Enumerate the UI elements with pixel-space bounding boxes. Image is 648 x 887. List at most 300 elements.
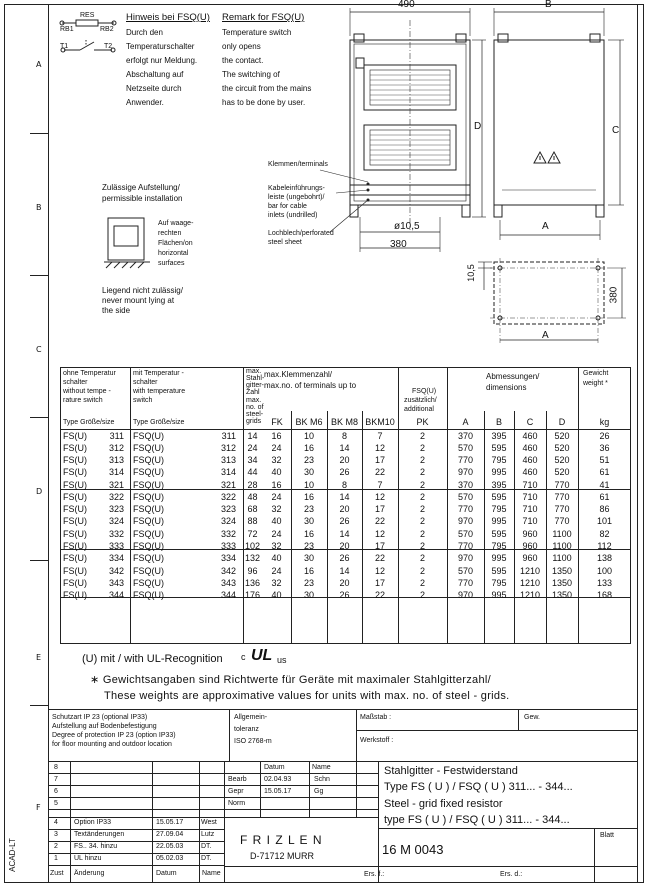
- table-cell: 14: [247, 431, 258, 441]
- label-kabel: leiste (ungebohrt)/: [268, 194, 325, 201]
- table-cell: 14: [339, 529, 350, 539]
- table-cell: 332: [108, 529, 124, 539]
- col-head-bkm8: BK M8: [330, 417, 358, 427]
- table-cell: 16: [271, 480, 282, 490]
- table-cell: 770: [457, 504, 474, 514]
- table-cell: 795: [491, 541, 507, 551]
- hinweis-line: Abschaltung auf: [126, 70, 184, 79]
- table-cell: 995: [491, 467, 507, 477]
- head-with: mit Temperatur -: [133, 370, 184, 377]
- gepr-name: Gg: [314, 788, 324, 795]
- table-cell: 970: [457, 590, 474, 600]
- table-cell: 311: [221, 431, 236, 441]
- mounting-no-line: Liegend nicht zulässig/: [102, 286, 183, 295]
- table-cell: 1210: [519, 566, 541, 576]
- protection-line: Degree of protection IP 23 (option IP33): [52, 732, 176, 739]
- table-cell: 40: [271, 590, 282, 600]
- remark-title: Remark for FSQ(U): [222, 12, 305, 23]
- table-cell: 14: [339, 566, 350, 576]
- table-cell: 324: [108, 516, 124, 526]
- table-cell: 710: [522, 492, 538, 502]
- table-cell: 1210: [519, 578, 541, 588]
- rev-row-line: [48, 773, 378, 774]
- table-cell: 10: [303, 431, 314, 441]
- res-label: RES: [80, 12, 95, 19]
- head-fsqu: zusätzlich/: [404, 397, 437, 404]
- table-cell: 8: [341, 431, 347, 441]
- table-cell: 770: [554, 504, 570, 514]
- dim-380-vertical: 380: [608, 286, 620, 304]
- head-without: without tempe -: [63, 388, 111, 395]
- table-cell: 61: [599, 467, 610, 477]
- table-cell: 40: [271, 467, 282, 477]
- company-name: F R I Z L E N: [240, 833, 323, 847]
- rev-entry-n: 2: [54, 843, 58, 850]
- table-cell: 460: [522, 467, 538, 477]
- table-cell: 20: [339, 578, 350, 588]
- col-head-bkm10: BKM10: [365, 417, 395, 427]
- tb-line: [378, 761, 379, 883]
- table-cell: FSQ(U): [133, 492, 164, 502]
- table-cell: 30: [303, 516, 314, 526]
- zone-label-c: C: [36, 345, 42, 354]
- rev-entry-name: DT.: [201, 855, 212, 862]
- rev-entry-text: UL hinzu: [74, 855, 102, 862]
- table-cell: 20: [339, 504, 350, 514]
- table-cell: 17: [374, 455, 385, 465]
- rev-line: [224, 761, 225, 883]
- table-cell: 795: [491, 455, 507, 465]
- rev-entry-n: 3: [54, 831, 58, 838]
- table-cell: 970: [457, 516, 474, 526]
- table-cell: 311: [109, 431, 124, 441]
- table-cell: FS(U): [63, 553, 87, 563]
- table-cell: 312: [108, 443, 124, 453]
- table-cell: FS(U): [63, 541, 87, 551]
- table-cell: FS(U): [63, 590, 87, 600]
- dim-a-side: A: [542, 221, 549, 232]
- rev-row-line: [48, 785, 378, 786]
- dim-a-bottom: A: [542, 330, 549, 341]
- title-line-4: type FS ( U ) / FSQ ( U ) 311... - 344...: [384, 814, 570, 826]
- gepr-date: 15.05.17: [264, 788, 292, 795]
- table-cell: 136: [244, 578, 261, 588]
- table-cell: 570: [457, 492, 474, 502]
- table-cell: 48: [247, 492, 258, 502]
- mounting-ok-sketch: [104, 214, 150, 274]
- rb2-label: RB2: [100, 26, 114, 33]
- table-cell: 595: [491, 566, 507, 576]
- table-cell: 344: [108, 590, 124, 600]
- table-cell: 370: [457, 431, 474, 441]
- rev-footer-name: Name: [202, 870, 221, 877]
- table-cell: FS(U): [63, 492, 87, 502]
- remark-line: only opens: [222, 42, 261, 51]
- mounting-ok-line: horizontal: [158, 250, 189, 257]
- table-cell: 23: [303, 455, 314, 465]
- table-head-line: [60, 429, 631, 430]
- rev-entry-date: 22.05.03: [156, 843, 184, 850]
- rev-number: 8: [54, 764, 58, 771]
- ul-logo-us: us: [277, 655, 287, 665]
- table-cell: 970: [457, 467, 474, 477]
- title-line-1: Stahlgitter - Festwiderstand: [384, 765, 518, 777]
- protection-line: for floor mounting and outdoor location: [52, 741, 172, 748]
- table-cell: 710: [522, 516, 538, 526]
- table-cell: 334: [108, 553, 124, 563]
- head-without: schalter: [63, 379, 88, 386]
- table-cell: 520: [554, 455, 570, 465]
- table-col-line: [130, 367, 131, 644]
- hinweis-line: Temperaturschalter: [126, 42, 195, 51]
- tb-line: [356, 709, 357, 761]
- table-cell: 40: [271, 516, 282, 526]
- table-cell: 1100: [552, 541, 572, 551]
- table-cell: 2: [419, 492, 425, 502]
- zone-tick: [30, 560, 48, 561]
- table-cell: FSQ(U): [133, 541, 164, 551]
- remark-line: has to be done by user.: [222, 98, 306, 107]
- table-cell: 16: [303, 529, 314, 539]
- tb-line: [48, 709, 637, 710]
- table-cell: 333: [220, 541, 236, 551]
- table-cell: 1100: [552, 529, 572, 539]
- rev-entry-date: 27.09.04: [156, 831, 184, 838]
- table-cell: 395: [491, 480, 507, 490]
- table-cell: 520: [554, 443, 570, 453]
- tb-line: [594, 828, 595, 883]
- table-cell: 26: [339, 516, 350, 526]
- table-cell: FSQ(U): [133, 455, 164, 465]
- rev-row-line: [48, 853, 224, 854]
- col-head-bkm6: BK M6: [295, 417, 323, 427]
- table-cell: 112: [597, 541, 612, 551]
- col-head-pk: PK: [416, 417, 429, 427]
- table-cell: 17: [374, 578, 385, 588]
- table-cell: 86: [599, 504, 610, 514]
- table-cell: 770: [554, 480, 570, 490]
- table-cell: 23: [303, 504, 314, 514]
- table-cell: 710: [522, 504, 538, 514]
- table-cell: 16: [303, 492, 314, 502]
- zone-label-f: F: [36, 803, 41, 812]
- table-cell: 30: [303, 553, 314, 563]
- table-cell: 41: [599, 480, 610, 490]
- table-cell: 2: [419, 578, 425, 588]
- rev-row-line: [48, 809, 378, 810]
- table-cell: 17: [374, 541, 385, 551]
- table-cell: 595: [491, 443, 507, 453]
- table-cell: 1210: [519, 590, 541, 600]
- table-cell: 770: [457, 541, 474, 551]
- table-cell: 32: [271, 578, 282, 588]
- table-cell: 2: [419, 443, 425, 453]
- zone-tick: [30, 705, 48, 706]
- hinweis-line: Netzseite durch: [126, 84, 182, 93]
- protection-line: Aufstellung auf Bodenbefestigung: [52, 723, 157, 730]
- head-max-grids: max.: [246, 397, 262, 404]
- table-cell: 61: [599, 492, 610, 502]
- table-cell: FS(U): [63, 529, 87, 539]
- table-cell: 343: [108, 578, 124, 588]
- tb-line: [224, 866, 637, 867]
- table-cell: 1100: [552, 553, 572, 563]
- zone-tick: [30, 133, 48, 134]
- table-cell: 324: [220, 516, 236, 526]
- head-max-grids: Stahl-: [246, 375, 265, 382]
- mounting-title-2: permissible installation: [102, 194, 183, 203]
- remark-line: the contact.: [222, 56, 264, 65]
- table-cell: 96: [247, 566, 258, 576]
- table-cell: 2: [419, 553, 425, 563]
- ul-note: (U) mit / with UL-Recognition: [82, 653, 223, 665]
- table-cell: 321: [108, 480, 124, 490]
- table-cell: 26: [339, 553, 350, 563]
- table-cell: 24: [247, 443, 258, 453]
- table-cell: 88: [247, 516, 258, 526]
- table-cell: 342: [108, 566, 124, 576]
- head-max-grids: grids: [246, 418, 262, 425]
- zone-strip-line: [48, 4, 49, 883]
- table-cell: FSQ(U): [133, 516, 164, 526]
- table-cell: 960: [522, 553, 538, 563]
- table-cell: 595: [491, 492, 507, 502]
- table-cell: 322: [220, 492, 236, 502]
- table-cell: 321: [220, 480, 236, 490]
- table-cell: FS(U): [63, 516, 87, 526]
- table-cell: 40: [271, 553, 282, 563]
- head-max-grids: steel-: [246, 411, 264, 418]
- rb1-label: RB1: [60, 26, 74, 33]
- table-cell: 460: [522, 443, 538, 453]
- table-cell: 570: [457, 566, 474, 576]
- label-lochblech: Lochblech/perforated: [268, 230, 334, 237]
- dim-d: D: [474, 121, 482, 132]
- tolerance-line: toleranz: [234, 726, 259, 733]
- table-cell: 995: [491, 516, 507, 526]
- table-cell: 7: [377, 480, 383, 490]
- rev-number: 5: [54, 800, 58, 807]
- mounting-title: Zulässige Aufstellung/: [102, 183, 180, 192]
- table-cell: 520: [554, 431, 570, 441]
- table-cell: 312: [220, 443, 236, 453]
- table-cell: 82: [599, 529, 610, 539]
- t1-label: T1: [60, 43, 69, 50]
- tb-line: [518, 709, 519, 730]
- table-cell: 138: [596, 553, 613, 563]
- mounting-ok-line: surfaces: [158, 260, 185, 267]
- head-fsqu: FSQ(U): [412, 388, 437, 395]
- remark-line: Temperature switch: [222, 28, 292, 37]
- ul-logo-mark: UL: [251, 647, 273, 664]
- ul-logo: [241, 646, 297, 668]
- mounting-ok-line: Auf waage-: [158, 220, 194, 227]
- hinweis-line: Anwender.: [126, 98, 164, 107]
- col-head-a: A: [462, 417, 469, 427]
- remark-line: the circuit from the mains: [222, 84, 312, 93]
- title-line-2: Type FS ( U ) / FSQ ( U ) 311... - 344...: [384, 781, 573, 793]
- werkstoff-label: Werkstoff :: [360, 737, 394, 744]
- ers-f-label: Ers. f.:: [364, 871, 385, 878]
- rev-entry-n: 1: [54, 855, 58, 862]
- table-cell: 24: [271, 443, 282, 453]
- table-cell: FSQ(U): [133, 443, 164, 453]
- table-cell: 960: [522, 529, 538, 539]
- head-with: switch: [133, 397, 153, 404]
- table-cell: 2: [419, 431, 425, 441]
- table-cell: 51: [599, 455, 610, 465]
- table-cell: 995: [491, 590, 507, 600]
- table-cell: 770: [457, 455, 474, 465]
- head-without: ohne Temperatur: [63, 370, 116, 377]
- tolerance-line: ISO 2768-m: [234, 738, 272, 745]
- table-cell: 313: [220, 455, 236, 465]
- norm-label: Norm: [228, 800, 246, 807]
- rev-number: 7: [54, 776, 58, 783]
- bearb-label: Bearb: [228, 776, 247, 783]
- ul-logo-c: c: [241, 652, 246, 662]
- rev-footer-datum: Datum: [156, 870, 177, 877]
- table-cell: 460: [522, 431, 538, 441]
- table-cell: FS(U): [63, 566, 87, 576]
- hinweis-line: erfolgt nur Meldung.: [126, 56, 198, 65]
- rev-entry-n: 4: [54, 819, 58, 826]
- table-cell: 570: [457, 529, 474, 539]
- table-cell: 23: [303, 541, 314, 551]
- table-cell: 22: [374, 553, 385, 563]
- rev-row-line: [224, 817, 378, 818]
- table-cell: 460: [522, 455, 538, 465]
- table-cell: 102: [244, 541, 261, 551]
- table-cell: 995: [491, 553, 507, 563]
- table-cell: 323: [108, 504, 124, 514]
- dim-c: C: [612, 125, 620, 136]
- head-with: with temperature: [133, 388, 186, 395]
- table-cell: 12: [374, 492, 385, 502]
- rev-row-line: [48, 829, 224, 830]
- head-type-size-2: Type Größe/size: [133, 419, 185, 426]
- table-cell: 12: [374, 529, 385, 539]
- table-cell: FS(U): [63, 504, 87, 514]
- zone-label-a: A: [36, 60, 42, 69]
- table-cell: 313: [108, 455, 124, 465]
- side-label: ACAD-LT: [7, 838, 17, 872]
- table-cell: 370: [457, 480, 474, 490]
- table-cell: 16: [271, 431, 282, 441]
- table-cell: 2: [419, 467, 425, 477]
- label-kabel: bar for cable: [268, 203, 307, 210]
- table-cell: 72: [247, 529, 258, 539]
- head-without: rature switch: [63, 397, 103, 404]
- table-cell: 68: [247, 504, 258, 514]
- table-cell: 314: [220, 467, 236, 477]
- zone-label-e: E: [36, 653, 42, 662]
- col-head-c: C: [526, 417, 534, 427]
- table-cell: 334: [220, 553, 236, 563]
- table-cell: 570: [457, 443, 474, 453]
- rev-entry-name: West: [201, 819, 217, 826]
- head-weight: weight *: [583, 380, 608, 387]
- weight-note-2: These weights are approximative values for units with max. no. of steel - grids.: [104, 690, 510, 702]
- table-cell: 32: [271, 455, 282, 465]
- table-cell: 1350: [551, 566, 573, 576]
- head-max-grids: Zahl: [246, 389, 260, 396]
- rev-entry-text: Option IP33: [74, 819, 111, 826]
- hinweis-line: Durch den: [126, 28, 163, 37]
- table-cell: 2: [419, 516, 425, 526]
- table-cell: 795: [491, 504, 507, 514]
- table-cell: 332: [220, 529, 236, 539]
- table-cell: 595: [491, 529, 507, 539]
- table-cell: 30: [303, 590, 314, 600]
- title-line-3: Steel - grid fixed resistor: [384, 798, 503, 810]
- t2-label: T2: [104, 43, 113, 50]
- table-cell: 2: [419, 590, 425, 600]
- table-cell: FS(U): [63, 480, 87, 490]
- head-terminals: max.no. of terminals up to: [264, 381, 357, 390]
- rev-entry-text: FS.. 34. hinzu: [74, 843, 118, 850]
- table-cell: 960: [522, 541, 538, 551]
- tb-line: [378, 828, 637, 829]
- table-cell: 22: [374, 516, 385, 526]
- table-cell: 343: [220, 578, 236, 588]
- table-cell: 2: [419, 455, 425, 465]
- mounting-no-line: never mount lying at: [102, 296, 175, 305]
- head-max-grids: gitter-: [246, 382, 264, 389]
- table-cell: 22: [374, 590, 385, 600]
- table-cell: 24: [271, 529, 282, 539]
- table-cell: 17: [374, 504, 385, 514]
- zone-tick: [30, 417, 48, 418]
- table-cell: 520: [554, 467, 570, 477]
- table-cell: 795: [491, 578, 507, 588]
- table-cell: 101: [596, 516, 613, 526]
- name-head: Name: [312, 764, 331, 771]
- table-cell: 23: [303, 578, 314, 588]
- table-cell: FSQ(U): [133, 504, 164, 514]
- table-cell: 16: [303, 566, 314, 576]
- tolerance-line: Allgemein-: [234, 714, 268, 721]
- tb-line: [229, 709, 230, 761]
- rev-footer-zust: Zust: [50, 870, 64, 877]
- table-cell: 176: [244, 590, 261, 600]
- table-cell: 26: [339, 590, 350, 600]
- dim-b: B: [545, 0, 552, 10]
- table-cell: 20: [339, 541, 350, 551]
- table-cell: 34: [247, 455, 258, 465]
- dim-490: 490: [398, 0, 415, 10]
- datum-head: Datum: [264, 764, 285, 771]
- dim-10-5: 10,5: [465, 264, 476, 282]
- head-max-grids: no. of: [246, 404, 264, 411]
- table-cell: 32: [271, 504, 282, 514]
- table-cell: 1350: [551, 578, 573, 588]
- table-cell: FSQ(U): [133, 431, 164, 441]
- table-cell: 1350: [551, 590, 573, 600]
- table-cell: 970: [457, 553, 474, 563]
- table-cell: 314: [108, 467, 124, 477]
- table-cell: FSQ(U): [133, 553, 164, 563]
- table-cell: FSQ(U): [133, 467, 164, 477]
- table-cell: 30: [303, 467, 314, 477]
- rev-row-line: [48, 841, 224, 842]
- table-cell: 16: [303, 443, 314, 453]
- col-head-d: D: [558, 417, 566, 427]
- gepr-label: Gepr: [228, 788, 244, 795]
- head-max-grids: max.: [246, 368, 262, 375]
- table-cell: 24: [271, 566, 282, 576]
- head-dims: Abmessungen/: [486, 372, 540, 381]
